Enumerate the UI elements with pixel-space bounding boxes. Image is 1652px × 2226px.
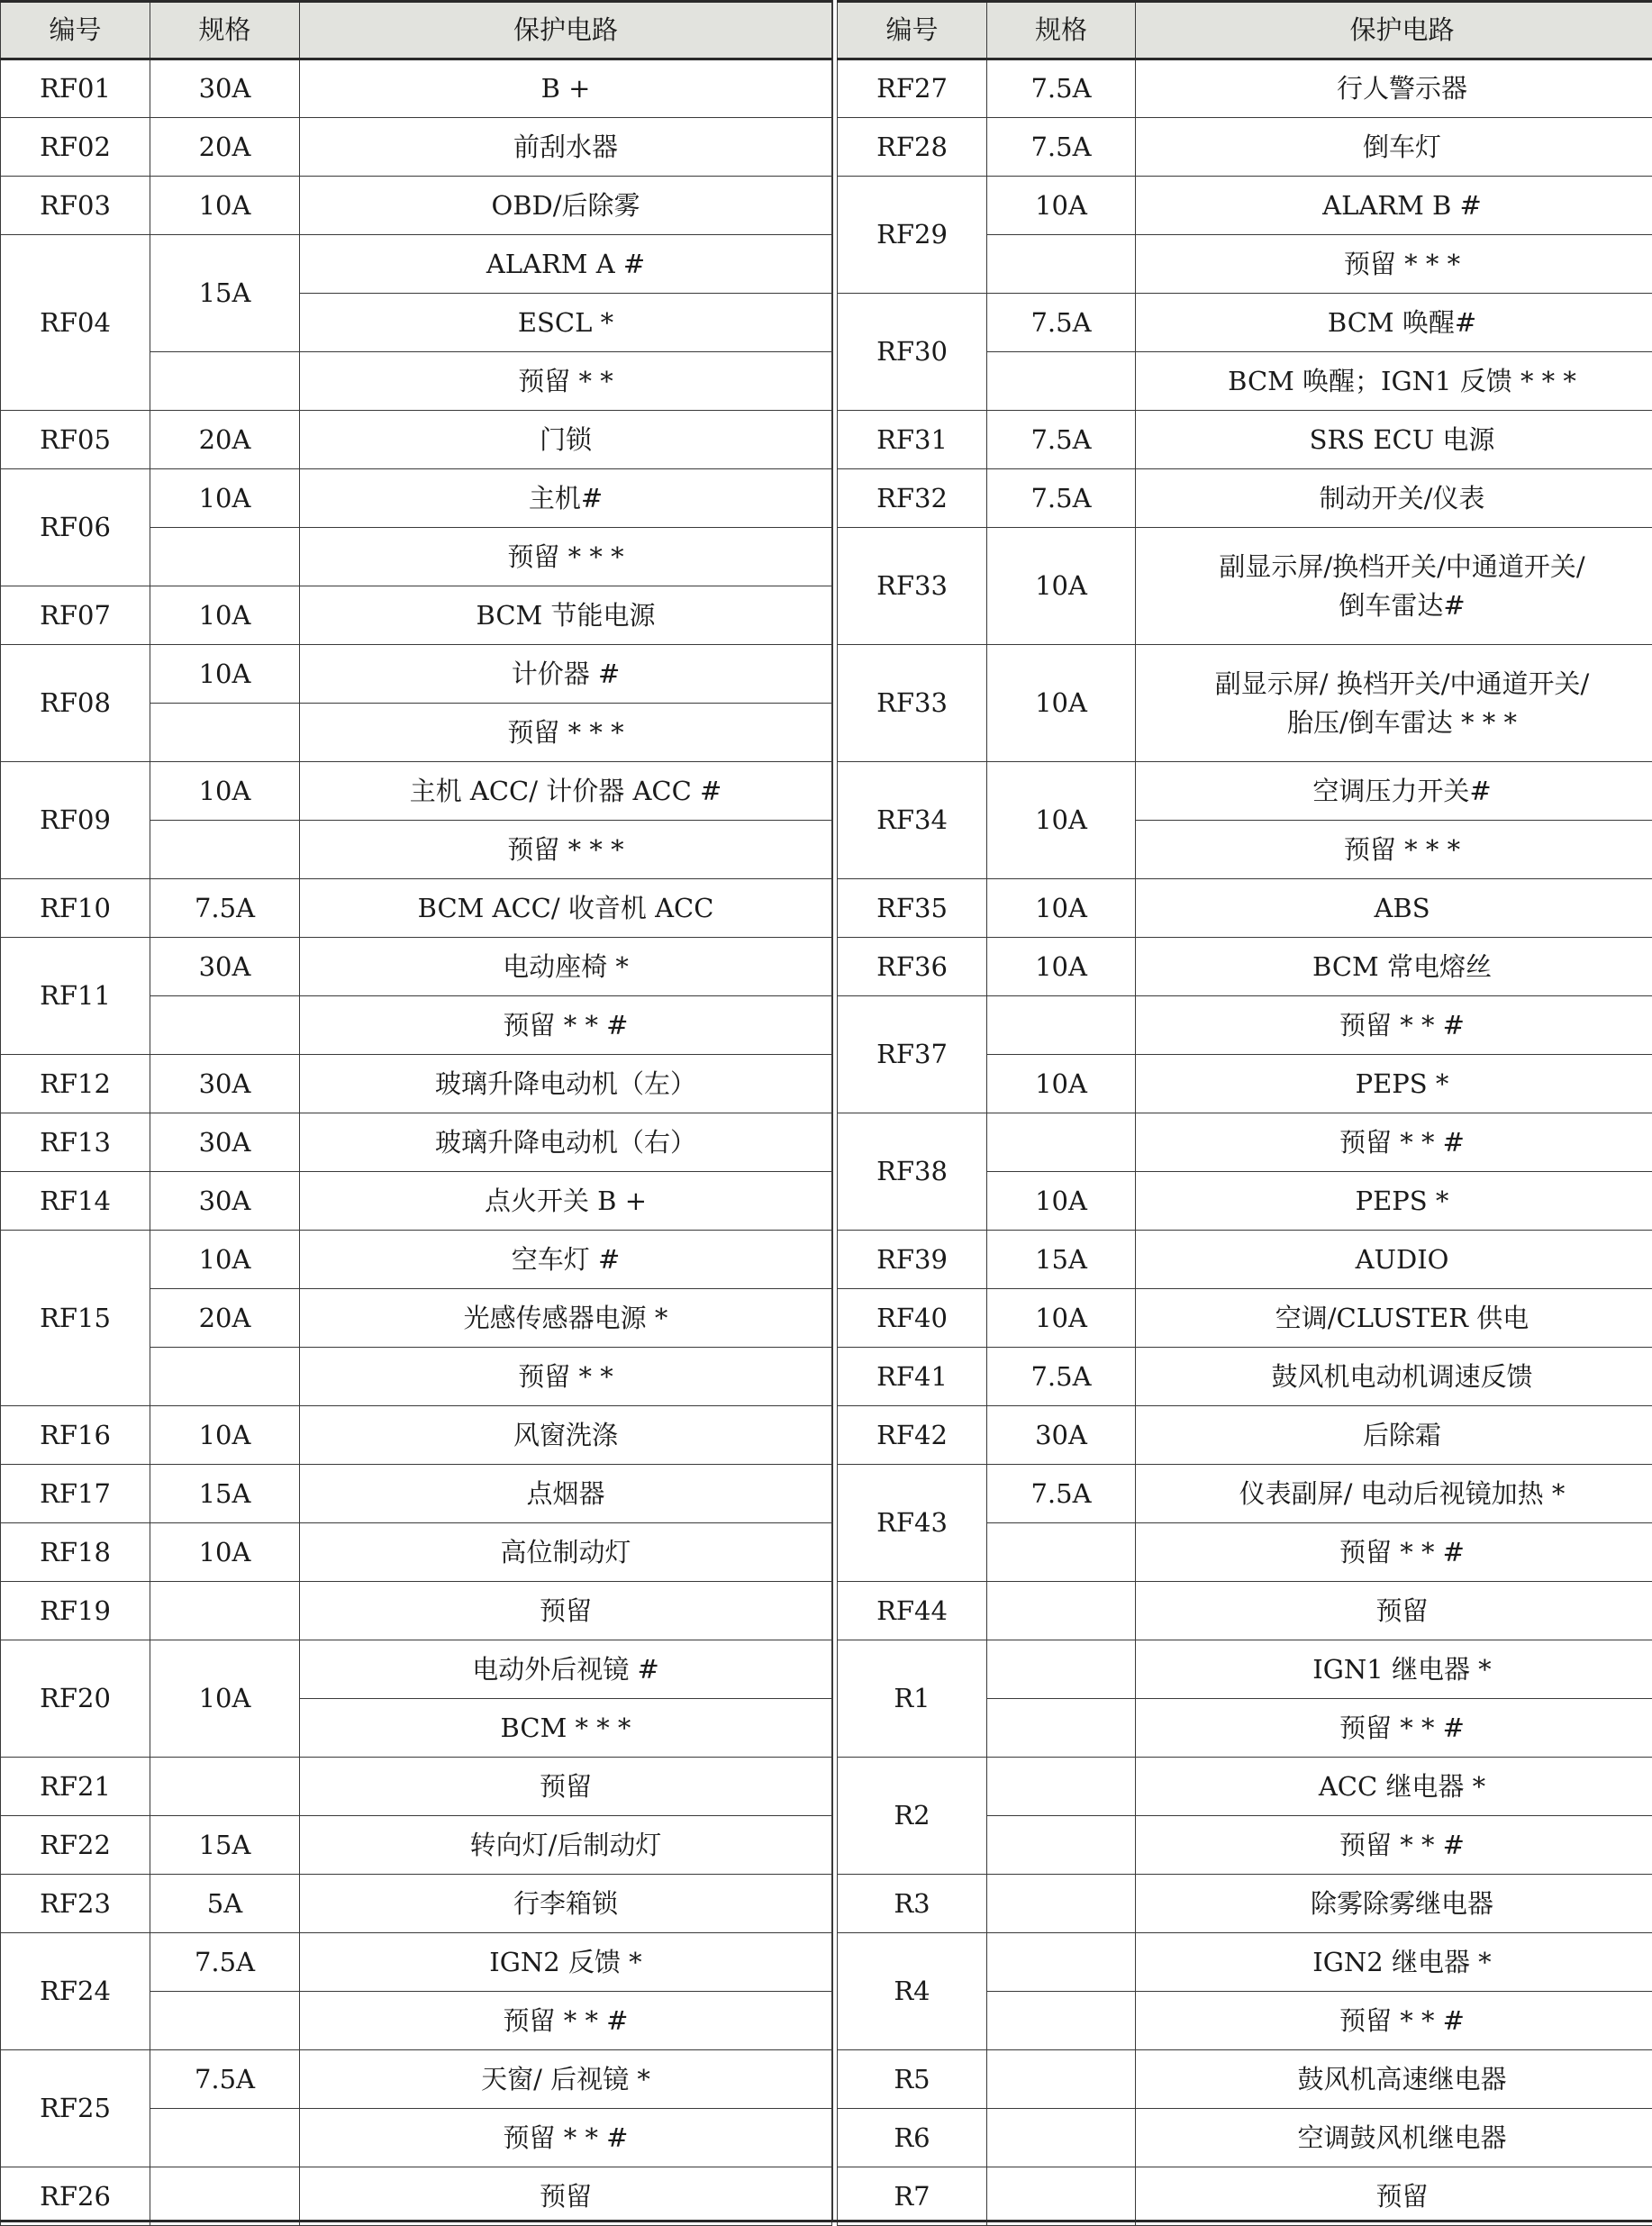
- table-row: [1, 1113, 832, 1172]
- table-cell: [150, 352, 300, 411]
- table-row: [838, 1582, 1652, 1640]
- table-cell: RF26: [1, 2167, 150, 2226]
- table-cell: 转向灯/后制动灯: [300, 1816, 832, 1875]
- table-row: [1, 1406, 832, 1465]
- table-row: [1, 1816, 832, 1875]
- table-row: [838, 1113, 1652, 1172]
- table-cell: 副显示屏/ 换档开关/中通道开关/ 胎压/倒车雷达 * * *: [1136, 645, 1652, 762]
- table-cell: [987, 1523, 1136, 1582]
- table-cell: RF02: [1, 118, 150, 177]
- table-cell: 预留: [1136, 1582, 1652, 1640]
- table-cell: 预留 * * #: [1136, 1992, 1652, 2050]
- header-row: [1, 2, 832, 59]
- table-cell: ALARM A #: [300, 235, 832, 294]
- table-cell: 预留 * * #: [300, 1992, 832, 2050]
- table-row: [1, 1758, 832, 1816]
- table-cell: RF23: [1, 1875, 150, 1933]
- table-cell: [987, 1992, 1136, 2050]
- table-cell: RF03: [1, 177, 150, 235]
- table-cell: ESCL *: [300, 294, 832, 352]
- header-spec: 规格: [150, 2, 300, 59]
- table-cell: 制动开关/仪表: [1136, 469, 1652, 528]
- table-cell: [987, 1758, 1136, 1816]
- table-cell: 玻璃升降电动机（左）: [300, 1055, 832, 1113]
- table-row: [1, 879, 832, 938]
- table-cell: [987, 2109, 1136, 2167]
- table-cell: 鼓风机高速继电器: [1136, 2050, 1652, 2109]
- table-cell: RF35: [838, 879, 987, 938]
- table-cell: 倒车灯: [1136, 118, 1652, 177]
- table-cell: 15A: [150, 1465, 300, 1523]
- table-row: [1, 2050, 832, 2109]
- table-cell: 点火开关 B +: [300, 1172, 832, 1231]
- table-cell: RF31: [838, 411, 987, 469]
- table-cell: 7.5A: [987, 59, 1136, 118]
- table-cell: 10A: [150, 762, 300, 821]
- header-row: [838, 2, 1652, 59]
- table-cell: BCM 唤醒；IGN1 反馈 * * *: [1136, 352, 1652, 411]
- table-row: [1, 1582, 832, 1640]
- table-cell: 10A: [987, 645, 1136, 762]
- table-cell: 前刮水器: [300, 118, 832, 177]
- table-row: [1, 1231, 832, 1289]
- table-cell: RF36: [838, 938, 987, 996]
- table-cell: 计价器 #: [300, 645, 832, 704]
- table-cell: [150, 996, 300, 1055]
- table-cell: RF01: [1, 59, 150, 118]
- table-cell: RF34: [838, 762, 987, 879]
- table-cell: 光感传感器电源 *: [300, 1289, 832, 1348]
- table-cell: 7.5A: [987, 1348, 1136, 1406]
- table-cell: [987, 1113, 1136, 1172]
- table-cell: 7.5A: [987, 118, 1136, 177]
- table-row: [838, 469, 1652, 528]
- table-row: [1, 1640, 832, 1699]
- right-table-body: [838, 59, 1652, 2226]
- table-row: [1, 586, 832, 645]
- table-cell: 预留 * * #: [1136, 1699, 1652, 1758]
- table-cell: 10A: [150, 469, 300, 528]
- table-row: [1, 762, 832, 821]
- table-cell: IGN2 继电器 *: [1136, 1933, 1652, 1992]
- table-cell: RF05: [1, 411, 150, 469]
- table-cell: 预留: [300, 1582, 832, 1640]
- table-cell: 行李箱锁: [300, 1875, 832, 1933]
- table-cell: 10A: [987, 177, 1136, 235]
- table-cell: 空调/CLUSTER 供电: [1136, 1289, 1652, 1348]
- table-cell: 10A: [987, 762, 1136, 879]
- table-cell: 预留 * * *: [1136, 235, 1652, 294]
- column-divider: [832, 0, 833, 2221]
- table-cell: RF11: [1, 938, 150, 1055]
- table-cell: RF27: [838, 59, 987, 118]
- table-cell: RF25: [1, 2050, 150, 2167]
- table-row: [838, 294, 1652, 352]
- table-cell: [150, 2167, 300, 2226]
- table-cell: 预留 * * *: [300, 704, 832, 762]
- table-cell: BCM ACC/ 收音机 ACC: [300, 879, 832, 938]
- table-row: [1, 1465, 832, 1523]
- table-row: [1, 645, 832, 704]
- table-cell: RF28: [838, 118, 987, 177]
- table-cell: [150, 1348, 300, 1406]
- table-cell: [150, 704, 300, 762]
- table-cell: R2: [838, 1758, 987, 1875]
- table-row: [838, 1231, 1652, 1289]
- table-cell: 10A: [987, 528, 1136, 645]
- table-cell: RF09: [1, 762, 150, 879]
- table-cell: 预留 * * #: [1136, 1523, 1652, 1582]
- table-cell: 30A: [150, 1113, 300, 1172]
- table-row: [1, 411, 832, 469]
- table-cell: RF19: [1, 1582, 150, 1640]
- table-cell: RF06: [1, 469, 150, 586]
- table-cell: [987, 352, 1136, 411]
- table-cell: RF41: [838, 1348, 987, 1406]
- table-row: [1, 2167, 832, 2226]
- table-cell: 20A: [150, 411, 300, 469]
- table-cell: 10A: [150, 177, 300, 235]
- table-cell: PEPS *: [1136, 1172, 1652, 1231]
- table-cell: 10A: [987, 938, 1136, 996]
- table-row: [1, 1055, 832, 1113]
- table-row: [838, 996, 1652, 1055]
- table-cell: 20A: [150, 118, 300, 177]
- header-id: 编号: [838, 2, 987, 59]
- table-cell: 玻璃升降电动机（右）: [300, 1113, 832, 1172]
- table-cell: B +: [300, 59, 832, 118]
- table-cell: 预留 * * #: [300, 2109, 832, 2167]
- table-cell: 电动座椅 *: [300, 938, 832, 996]
- header-circuit: 保护电路: [1136, 2, 1652, 59]
- table-row: [1, 1172, 832, 1231]
- table-row: [838, 2167, 1652, 2226]
- table-cell: RF32: [838, 469, 987, 528]
- table-cell: R5: [838, 2050, 987, 2109]
- table-cell: 预留 * * #: [1136, 1816, 1652, 1875]
- table-row: [838, 938, 1652, 996]
- table-cell: RF38: [838, 1113, 987, 1231]
- table-row: [1, 177, 832, 235]
- table-cell: RF21: [1, 1758, 150, 1816]
- table-cell: 行人警示器: [1136, 59, 1652, 118]
- table-cell: 空调鼓风机继电器: [1136, 2109, 1652, 2167]
- table-cell: [150, 821, 300, 879]
- table-row: [838, 1875, 1652, 1933]
- table-cell: RF37: [838, 996, 987, 1113]
- table-cell: 10A: [987, 1289, 1136, 1348]
- table-cell: R3: [838, 1875, 987, 1933]
- table-cell: [987, 996, 1136, 1055]
- table-cell: 后除霜: [1136, 1406, 1652, 1465]
- table-cell: 10A: [150, 1231, 300, 1289]
- table-cell: IGN1 继电器 *: [1136, 1640, 1652, 1699]
- table-cell: RF04: [1, 235, 150, 411]
- table-cell: RF15: [1, 1231, 150, 1406]
- table-row: [1, 1523, 832, 1582]
- table-cell: 主机#: [300, 469, 832, 528]
- table-cell: 预留 * * *: [300, 821, 832, 879]
- table-cell: 预留: [300, 1758, 832, 1816]
- table-cell: BCM 节能电源: [300, 586, 832, 645]
- table-cell: 主机 ACC/ 计价器 ACC #: [300, 762, 832, 821]
- table-cell: 预留 * * #: [1136, 1113, 1652, 1172]
- table-cell: 鼓风机电动机调速反馈: [1136, 1348, 1652, 1406]
- table-cell: 10A: [150, 1523, 300, 1582]
- table-cell: 高位制动灯: [300, 1523, 832, 1582]
- bottom-rule: [0, 2220, 1652, 2222]
- table-cell: RF39: [838, 1231, 987, 1289]
- table-row: [1, 1875, 832, 1933]
- header-spec: 规格: [987, 2, 1136, 59]
- table-cell: RF29: [838, 177, 987, 294]
- header-circuit: 保护电路: [300, 2, 832, 59]
- table-cell: ALARM B #: [1136, 177, 1652, 235]
- table-cell: 预留 * * #: [1136, 996, 1652, 1055]
- table-cell: RF42: [838, 1406, 987, 1465]
- table-row: [838, 1465, 1652, 1523]
- table-cell: RF33: [838, 645, 987, 762]
- table-cell: 7.5A: [987, 469, 1136, 528]
- table-row: [1, 1933, 832, 1992]
- table-cell: RF12: [1, 1055, 150, 1113]
- table-cell: 30A: [150, 1055, 300, 1113]
- table-cell: IGN2 反馈 *: [300, 1933, 832, 1992]
- table-cell: 30A: [150, 938, 300, 996]
- table-cell: 空调压力开关#: [1136, 762, 1652, 821]
- table-cell: 预留: [1136, 2167, 1652, 2226]
- table-cell: 30A: [150, 1172, 300, 1231]
- table-cell: 15A: [987, 1231, 1136, 1289]
- table-cell: 7.5A: [987, 294, 1136, 352]
- table-cell: [987, 1699, 1136, 1758]
- table-cell: [150, 2109, 300, 2167]
- table-cell: 7.5A: [987, 1465, 1136, 1523]
- table-row: [838, 1640, 1652, 1699]
- table-cell: 10A: [150, 1406, 300, 1465]
- table-row: [1, 469, 832, 528]
- table-cell: OBD/后除雾: [300, 177, 832, 235]
- table-cell: ABS: [1136, 879, 1652, 938]
- table-row: [838, 1289, 1652, 1348]
- table-cell: RF08: [1, 645, 150, 762]
- fuse-table-right: [837, 0, 1652, 2221]
- table-cell: [150, 528, 300, 586]
- table-cell: 10A: [987, 1172, 1136, 1231]
- table-cell: RF24: [1, 1933, 150, 2050]
- table-row: [838, 177, 1652, 235]
- table-cell: BCM 唤醒#: [1136, 294, 1652, 352]
- table-row: [838, 645, 1652, 704]
- table-cell: R7: [838, 2167, 987, 2226]
- table-cell: ACC 继电器 *: [1136, 1758, 1652, 1816]
- table-cell: 空车灯 #: [300, 1231, 832, 1289]
- table-cell: 仪表副屏/ 电动后视镜加热 *: [1136, 1465, 1652, 1523]
- table-cell: 15A: [150, 235, 300, 352]
- table-cell: [987, 1933, 1136, 1992]
- table-cell: 10A: [150, 1640, 300, 1758]
- header-id: 编号: [1, 2, 150, 59]
- table-cell: R1: [838, 1640, 987, 1758]
- table-cell: 30A: [987, 1406, 1136, 1465]
- table-cell: RF20: [1, 1640, 150, 1758]
- table-cell: 预留 * * *: [1136, 821, 1652, 879]
- table-cell: RF10: [1, 879, 150, 938]
- table-cell: [150, 1992, 300, 2050]
- table-row: [838, 1348, 1652, 1406]
- table-cell: [987, 235, 1136, 294]
- table-cell: 10A: [987, 879, 1136, 938]
- table-cell: RF30: [838, 294, 987, 411]
- table-cell: AUDIO: [1136, 1231, 1652, 1289]
- table-cell: [987, 1816, 1136, 1875]
- table-cell: [987, 1582, 1136, 1640]
- table-cell: [150, 1582, 300, 1640]
- table-cell: PEPS *: [1136, 1055, 1652, 1113]
- table-cell: 7.5A: [150, 1933, 300, 1992]
- table-cell: 电动外后视镜 #: [300, 1640, 832, 1699]
- table-cell: RF16: [1, 1406, 150, 1465]
- table-cell: 风窗洗涤: [300, 1406, 832, 1465]
- table-cell: BCM 常电熔丝: [1136, 938, 1652, 996]
- table-cell: 15A: [150, 1816, 300, 1875]
- table-cell: RF22: [1, 1816, 150, 1875]
- table-cell: 预留: [300, 2167, 832, 2226]
- table-row: [1, 235, 832, 294]
- table-row: [838, 118, 1652, 177]
- table-cell: 7.5A: [150, 879, 300, 938]
- table-cell: RF07: [1, 586, 150, 645]
- table-cell: SRS ECU 电源: [1136, 411, 1652, 469]
- table-cell: RF17: [1, 1465, 150, 1523]
- table-cell: [987, 2167, 1136, 2226]
- table-cell: 20A: [150, 1289, 300, 1348]
- table-row: [838, 1933, 1652, 1992]
- table-cell: RF43: [838, 1465, 987, 1582]
- table-cell: RF33: [838, 528, 987, 645]
- table-row: [1, 59, 832, 118]
- table-cell: 预留 * * *: [300, 528, 832, 586]
- table-cell: RF40: [838, 1289, 987, 1348]
- table-cell: 副显示屏/换档开关/中通道开关/ 倒车雷达#: [1136, 528, 1652, 645]
- table-cell: 10A: [987, 1055, 1136, 1113]
- table-row: [838, 411, 1652, 469]
- table-cell: 7.5A: [987, 411, 1136, 469]
- table-cell: 30A: [150, 59, 300, 118]
- table-cell: 预留 * *: [300, 1348, 832, 1406]
- table-row: [838, 59, 1652, 118]
- table-cell: 10A: [150, 586, 300, 645]
- table-cell: 天窗/ 后视镜 *: [300, 2050, 832, 2109]
- table-row: [838, 1758, 1652, 1816]
- table-cell: 10A: [150, 645, 300, 704]
- table-row: [838, 2050, 1652, 2109]
- table-cell: R4: [838, 1933, 987, 2050]
- table-row: [838, 2109, 1652, 2167]
- table-cell: 7.5A: [150, 2050, 300, 2109]
- table-cell: 5A: [150, 1875, 300, 1933]
- table-cell: 预留 * *: [300, 352, 832, 411]
- table-cell: RF13: [1, 1113, 150, 1172]
- table-row: [1, 938, 832, 996]
- table-cell: 门锁: [300, 411, 832, 469]
- table-cell: [150, 1758, 300, 1816]
- table-row: [838, 528, 1652, 586]
- table-cell: RF18: [1, 1523, 150, 1582]
- table-row: [838, 879, 1652, 938]
- table-cell: 预留 * * #: [300, 996, 832, 1055]
- table-cell: 点烟器: [300, 1465, 832, 1523]
- table-cell: BCM * * *: [300, 1699, 832, 1758]
- table-cell: [987, 1875, 1136, 1933]
- table-row: [838, 1406, 1652, 1465]
- table-cell: 除雾除雾继电器: [1136, 1875, 1652, 1933]
- left-table-body: [1, 59, 832, 2226]
- table-cell: R6: [838, 2109, 987, 2167]
- table-cell: [987, 2050, 1136, 2109]
- table-row: [1, 118, 832, 177]
- table-cell: RF44: [838, 1582, 987, 1640]
- table-cell: [987, 1640, 1136, 1699]
- table-row: [838, 762, 1652, 821]
- table-cell: RF14: [1, 1172, 150, 1231]
